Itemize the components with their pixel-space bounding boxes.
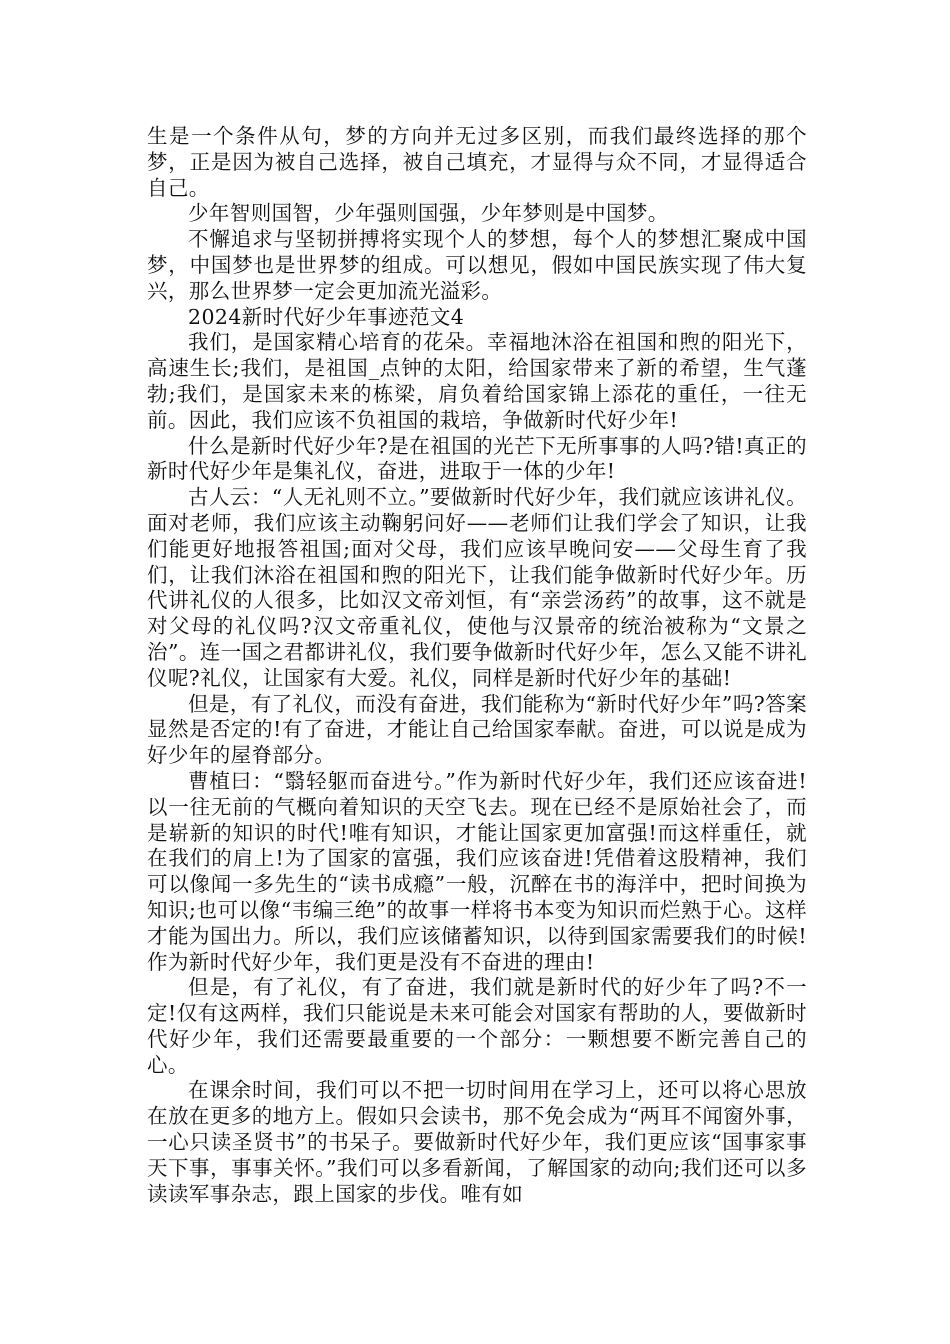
paragraph: 什么是新时代好少年?是在祖国的光芒下无所事事的人吗?错!真正的新时代好少年是集礼仪，奋进，进取于一体的少年! (147, 433, 807, 484)
paragraph: 但是，有了礼仪，而没有奋进，我们能称为“新时代好少年”吗?答案显然是否定的!有了奋进，才能让自己给国家奉献。奋进，可以说是成为好少年的屋脊部分。 (147, 691, 807, 768)
paragraph: 在课余时间，我们可以不把一切时间用在学习上，还可以将心思放在放在更多的地方上。假如只会读书，那不免会成为“两耳不闻窗外事，一心只读圣贤书”的书呆子。要做新时代好少年，我们更应该“国事家事天下事，事事关怀。”我们可以多看新闻，了解国家的动向;我们还可以多读读军事杂志，跟上国家的步伐。唯有如 (147, 1078, 807, 1206)
paragraph: 曹植曰：“翳轻躯而奋进兮。”作为新时代好少年，我们还应该奋进!以一往无前的气概向着知识的天空飞去。现在已经不是原始社会了，而是崭新的知识的时代!唯有知识，才能让国家更加富强!而这样重任，就在我们的肩上!为了国家的富强，我们应该奋进!凭借着这股精神，我们可以像闻一多先生的“读书成瘾”一般，沉醉在书的海洋中，把时间换为知识;也可以像“韦编三绝”的故事一样将书本变为知识而烂熟于心。这样才能为国出力。所以，我们应该储蓄知识，以待到国家需要我们的时候!作为新时代好少年，我们更是没有不奋进的理由! (147, 768, 807, 974)
paragraph-continued: 生是一个条件从句，梦的方向并无过多区别，而我们最终选择的那个梦，正是因为被自己选择，被自己填充，才显得与众不同，才显得适合自己。 (147, 124, 807, 200)
paragraph: 不懈追求与坚韧拼搏将实现个人的梦想，每个人的梦想汇聚成中国梦，中国梦也是世界梦的组成。可以想见，假如中国民族实现了伟大复兴，那么世界梦一定会更加流光溢彩。 (147, 227, 807, 303)
paragraph: 古人云：“人无礼则不立。”要做新时代好少年，我们就应该讲礼仪。面对老师，我们应该主动鞠躬问好——老师们让我们学会了知识，让我们能更好地报答祖国;面对父母，我们应该早晚问安——父母生育了我们，让我们沐浴在祖国和煦的阳光下，让我们能争做新时代好少年。历代讲礼仪的人很多，比如汉文帝刘恒，有“亲尝汤药”的故事，这不就是对父母的礼仪吗?汉文帝重礼仪，使他与汉景帝的统治被称为“文景之治”。连一国之君都讲礼仪，我们要争做新时代好少年，怎么又能不讲礼仪呢?礼仪，让国家有大爱。礼仪，同样是新时代好少年的基础! (147, 485, 807, 690)
document-body (147, 124, 807, 1207)
section-heading: 2024新时代好少年事迹范文4 (188, 304, 465, 329)
paragraph: 但是，有了礼仪，有了奋进，我们就是新时代的好少年了吗?不一定!仅有这两样，我们只能说是未来可能会对国家有帮助的人，要做新时代好少年，我们还需要最重要的一个部分：一颗想要不断完善自己的心。 (147, 975, 807, 1077)
paragraph: 少年智则国智，少年强则国强，少年梦则是中国梦。 (188, 201, 669, 226)
paragraph: 我们，是国家精心培育的花朵。幸福地沐浴在祖国和煦的阳光下，高速生长;我们，是祖国_点钟的太阳，给国家带来了新的希望，生气蓬勃;我们，是国家未来的栋梁，肩负着给国家锦上添花的重任，一往无前。因此，我们应该不负祖国的栽培，争做新时代好少年! (147, 330, 807, 432)
